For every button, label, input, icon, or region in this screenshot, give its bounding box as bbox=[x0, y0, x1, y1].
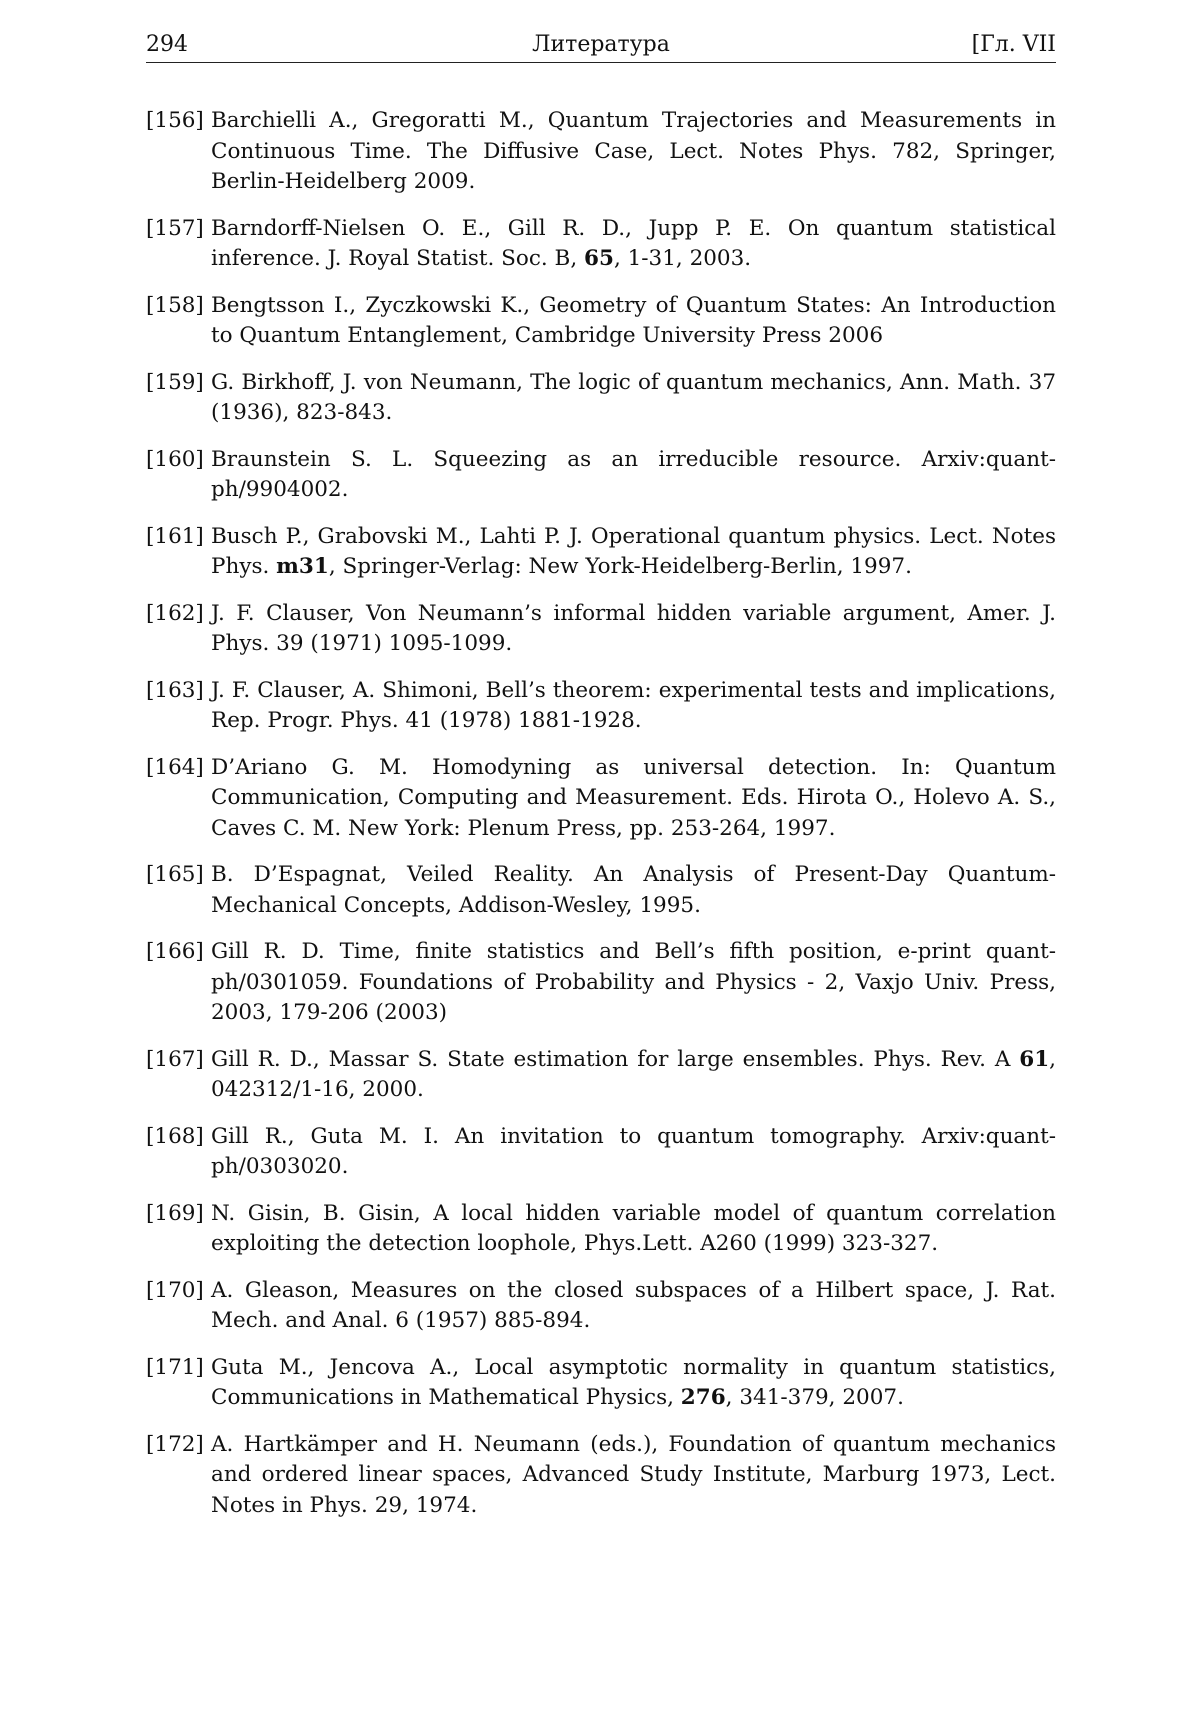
reference-number: [169] bbox=[146, 1200, 204, 1226]
reference-entry bbox=[146, 1122, 1056, 1183]
reference-entry bbox=[146, 1045, 1056, 1106]
reference-number: [170] bbox=[146, 1277, 204, 1303]
reference-number: [161] bbox=[146, 523, 204, 549]
reference-entry bbox=[146, 937, 1056, 1029]
reference-text-segment: Barchielli A., Gregoratti M., Quantum Trajectories and Measurements in Continuous Time. The Diffusive Case, Lect. Notes Phys. 782, Springer, Berlin-Heidelberg 2009. bbox=[211, 108, 1056, 194]
page-number: 294 bbox=[146, 32, 188, 57]
reference-entry bbox=[146, 860, 1056, 921]
reference-entry bbox=[146, 1430, 1056, 1522]
reference-number: [172] bbox=[146, 1431, 204, 1457]
reference-number: [168] bbox=[146, 1123, 204, 1149]
reference-text bbox=[211, 1432, 1056, 1518]
reference-text-segment: D’Ariano G. M. Homodyning as universal detection. In: Quantum Communication, Computing and Measurement. Eds. Hirota O., Holevo A. S., Caves C. M. New York: Plenum Press, pp. 253-264, 1997. bbox=[211, 754, 1056, 841]
reference-text bbox=[211, 862, 1056, 918]
reference-number: [159] bbox=[146, 369, 204, 395]
reference-number: [166] bbox=[146, 939, 204, 964]
reference-number: [167] bbox=[146, 1046, 204, 1072]
reference-text-segment: Gill R., Guta M. I. An invitation to quantum tomography. Arxiv:quant-ph/0303020. bbox=[211, 1123, 1056, 1179]
reference-text bbox=[211, 524, 1056, 580]
reference-text-segment: Bengtsson I., Zyczkowski K., Geometry of Quantum States: An Introduction to Quantum Entanglement, Cambridge University Press 2006 bbox=[211, 292, 1056, 348]
reference-text bbox=[211, 1201, 1056, 1257]
reference-text bbox=[211, 1047, 1056, 1103]
reference-text-segment: Busch P., Grabovski M., Lahti P. J. Operational quantum physics. Lect. Notes Phys. bbox=[211, 523, 1056, 579]
reference-entry bbox=[146, 522, 1056, 583]
running-header bbox=[146, 28, 1056, 63]
reference-number: [158] bbox=[146, 292, 204, 318]
reference-entry bbox=[146, 676, 1056, 737]
reference-text-segment: Braunstein S. L. Squeezing as an irreducible resource. Arxiv:quant-ph/9904002. bbox=[211, 446, 1056, 502]
reference-number: [162] bbox=[146, 600, 204, 626]
reference-entry bbox=[146, 753, 1056, 845]
reference-number: [163] bbox=[146, 677, 204, 703]
reference-volume: 61 bbox=[1019, 1046, 1050, 1072]
reference-text-segment: , 341-379, 2007. bbox=[725, 1385, 904, 1410]
reference-text-segment: J. F. Clauser, A. Shimoni, Bell’s theorem: experimental tests and implications, Rep. Progr. Phys. 41 (1978) 1881-1928. bbox=[211, 677, 1056, 733]
reference-number: [171] bbox=[146, 1354, 204, 1380]
reference-entry bbox=[146, 599, 1056, 660]
reference-number: [156] bbox=[146, 108, 204, 133]
reference-text-segment: A. Hartkämper and H. Neumann (eds.), Foundation of quantum mechanics and ordered linear spaces, Advanced Study Institute, Marburg 1973, Lect. Notes in Phys. 29, 1974. bbox=[211, 1431, 1056, 1518]
reference-text bbox=[211, 601, 1056, 657]
reference-list bbox=[146, 106, 1056, 1521]
reference-text-segment: , 042312/1-16, 2000. bbox=[211, 1046, 1056, 1102]
reference-number: [157] bbox=[146, 215, 204, 241]
reference-text-segment: Guta M., Jencova A., Local asymptotic normality in quantum statistics, Communications in Mathematical Physics, bbox=[211, 1354, 1056, 1410]
reference-text-segment: J. F. Clauser, Von Neumann’s informal hidden variable argument, Amer. J. Phys. 39 (1971) 1095-1099. bbox=[211, 600, 1056, 656]
reference-text-segment: Barndorff-Nielsen O. E., Gill R. D., Jupp P. E. On quantum statistical inference. J. Royal Statist. Soc. B, bbox=[211, 215, 1056, 271]
reference-text bbox=[211, 1355, 1056, 1411]
chapter-label: [Гл. VII bbox=[971, 32, 1056, 57]
reference-text-segment: Gill R. D., Massar S. State estimation for large ensembles. Phys. Rev. A bbox=[211, 1046, 1020, 1072]
reference-text bbox=[211, 293, 1056, 349]
reference-volume: 65 bbox=[584, 246, 614, 271]
reference-text-segment: N. Gisin, B. Gisin, A local hidden variable model of quantum correlation exploiting the detection loophole, Phys.Lett. A260 (1999) 323-327. bbox=[211, 1200, 1056, 1256]
reference-entry bbox=[146, 1199, 1056, 1260]
reference-text bbox=[211, 108, 1056, 194]
reference-number: [160] bbox=[146, 446, 204, 472]
reference-entry bbox=[146, 445, 1056, 506]
reference-text-segment: B. D’Espagnat, Veiled Reality. An Analysis of Present-Day Quantum-Mechanical Concepts, Addison-Wesley, 1995. bbox=[211, 862, 1056, 918]
reference-text bbox=[211, 216, 1056, 272]
reference-text-segment: A. Gleason, Measures on the closed subspaces of a Hilbert space, J. Rat. Mech. and Anal. 6 (1957) 885-894. bbox=[211, 1277, 1056, 1333]
reference-text bbox=[211, 370, 1056, 426]
reference-text bbox=[211, 1278, 1056, 1334]
reference-text-segment: G. Birkhoff, J. von Neumann, The logic of quantum mechanics, Ann. Math. 37 (1936), 823-843. bbox=[211, 369, 1056, 425]
reference-text bbox=[211, 1124, 1056, 1180]
reference-text bbox=[211, 678, 1056, 734]
reference-text bbox=[211, 755, 1056, 841]
document-page bbox=[146, 28, 1056, 1537]
reference-volume: m31 bbox=[276, 554, 329, 579]
reference-number: [164] bbox=[146, 754, 204, 780]
reference-entry bbox=[146, 106, 1056, 198]
reference-text-segment: , 1-31, 2003. bbox=[613, 246, 752, 271]
reference-text-segment: , Springer-Verlag: New York-Heidelberg-Berlin, 1997. bbox=[328, 554, 912, 579]
reference-number: [165] bbox=[146, 862, 204, 887]
reference-entry bbox=[146, 291, 1056, 352]
running-title: Литература bbox=[532, 32, 670, 57]
reference-volume: 276 bbox=[680, 1385, 726, 1410]
reference-entry bbox=[146, 1353, 1056, 1414]
reference-entry bbox=[146, 214, 1056, 275]
reference-text bbox=[211, 939, 1056, 1025]
reference-text-segment: Gill R. D. Time, finite statistics and Bell’s fifth position, e-print quant-ph/0301059. Foundations of Probability and Physics - 2, Vaxjo Univ. Press, 2003, 179-206 (2003) bbox=[211, 939, 1056, 1025]
reference-entry bbox=[146, 1276, 1056, 1337]
reference-text bbox=[211, 447, 1056, 503]
reference-entry bbox=[146, 368, 1056, 429]
